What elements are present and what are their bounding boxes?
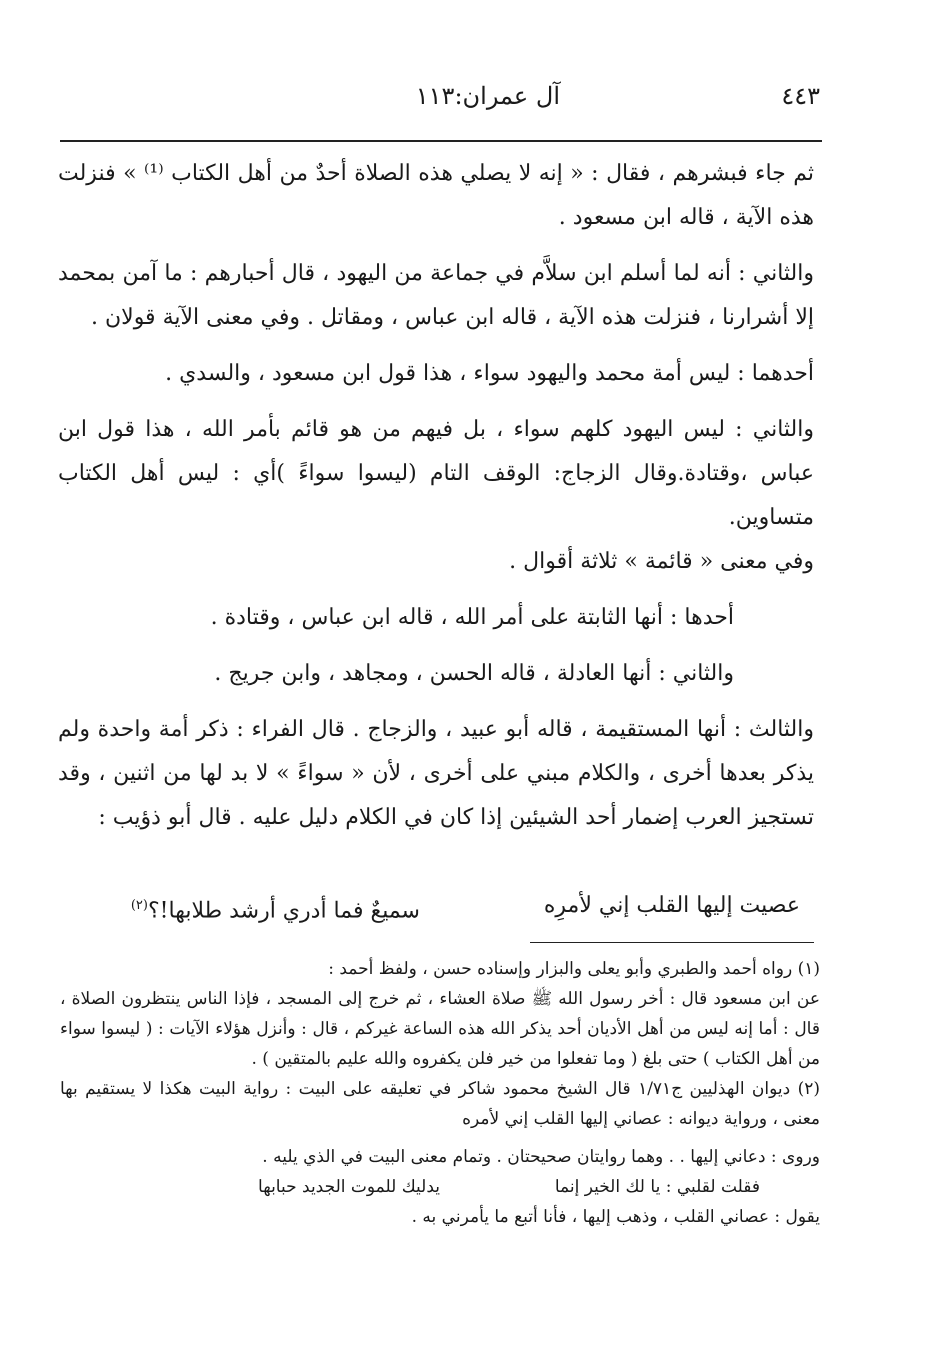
paragraph: وفي معنى « قائمة » ثلاثة أقوال . [509,549,814,574]
footnote-line: (١) رواه أحمد والطبري وأبو يعلى والبزار وإسناده حسن ، ولفظ أحمد : [328,959,820,979]
paragraph: والثاني : ليس اليهود كلهم سواء ، بل فيهم من هو قائم بأمر الله ، هذا قول ابن عباس ،وقتادة.وقال الزجاج: الوقف التام (ليسوا سواءً )أي : ليس أهل الكتاب متساوين. [58,417,814,530]
page-header [60,82,820,122]
footnote-marker: (٢) [130,898,148,913]
verse-hemistich-2-text: سميعٌ فما أدري أرشد طلابها!؟ [147,898,420,924]
paragraph: أحدها : أنها الثابتة على أمر الله ، قاله ابن عباس ، وقتادة . [210,605,734,630]
paragraph: والثاني : أنها العادلة ، قاله الحسن ، ومجاهد ، وابن جريج . [214,661,734,686]
verse-hemistich-2 [131,884,420,933]
paragraph: والثاني : أنه لما أسلم ابن سلاَّم في جماعة من اليهود ، قال أحبارهم : ما آمن بمحمد إلا أشرارنا ، فنزلت هذه الآية ، قاله ابن عباس ، ومقاتل . وفي معنى الآية قولان . [58,261,814,330]
paragraph: أحدهما : ليس أمة محمد واليهود سواء ، هذا قول ابن مسعود ، والسدي . [165,361,814,386]
verse-hemistich-1: عصيت إليها القلب إني لأمرِه [543,893,800,918]
paragraph: والثالث : أنها المستقيمة ، قاله أبو عبيد ، والزجاج . قال الفراء : ذكر أمة واحدة ولم يذكر بعدها أخرى ، والكلام مبني على أخرى ، لأن « سواءً » لا بد لها من اثنين ، وقد تستجيز العرب إضمار أحد الشيئين إذا كان في الكلام دليل عليه . قال أبو ذؤيب : [58,717,814,830]
footnote-line: (٢) ديوان الهذليين ج١/٧١ قال الشيخ محمود شاكر في تعليقه على البيت : رواية البيت هكذا لا يستقيم بها معنى ، ورواية ديوانه : عصاني إليها القلب إني لأمره [60,1079,821,1129]
footnotes [60,954,820,1232]
footnote-verse-hemistich-1: فقلت لقلبي : يا لك الخير إنما [554,1177,760,1197]
footnote-line: يقول : عصاني القلب ، وذهب إليها ، فأنا أتبع ما يأمرني به . [411,1207,820,1227]
running-title: آل عمران:١١٣ [415,82,560,110]
footnote-verse-hemistich-2: يدليك للموت الجديد حبابها [258,1177,440,1197]
footnote-verse [60,1172,820,1202]
page-number: ٤٤٣ [781,82,820,110]
footnote-line: عن ابن مسعود قال : أخر رسول الله ﷺ صلاة العشاء ، ثم خرج إلى المسجد ، فإذا الناس ينتظرون الصلاة ، قال : أما إنه ليس من أهل الأديان أحد يذكر الله هذه الساعة غيركم ، قال : وأنزل هؤلاء الآيات : ( ليسوا سواء من أهل الكتاب ) حتى بلغ ( وما تفعلوا من خير فلن يكفروه والله عليم بالمتقين ) . [60,989,820,1069]
poetry-verse [100,884,800,928]
footnote-line: وروى : دعاني إليها . . وهما روايتان صحيحتان . وتمام معنى البيت في الذي يليه . [262,1147,820,1167]
footnote-rule [530,942,814,943]
main-text [58,152,814,852]
paragraph: ثم جاء فبشرهم ، فقال : « إنه لا يصلي هذه الصلاة أحدٌ من أهل الكتاب ⁽¹⁾ » فنزلت هذه الآية ، قاله ابن مسعود . [58,161,814,230]
header-rule [60,140,822,142]
